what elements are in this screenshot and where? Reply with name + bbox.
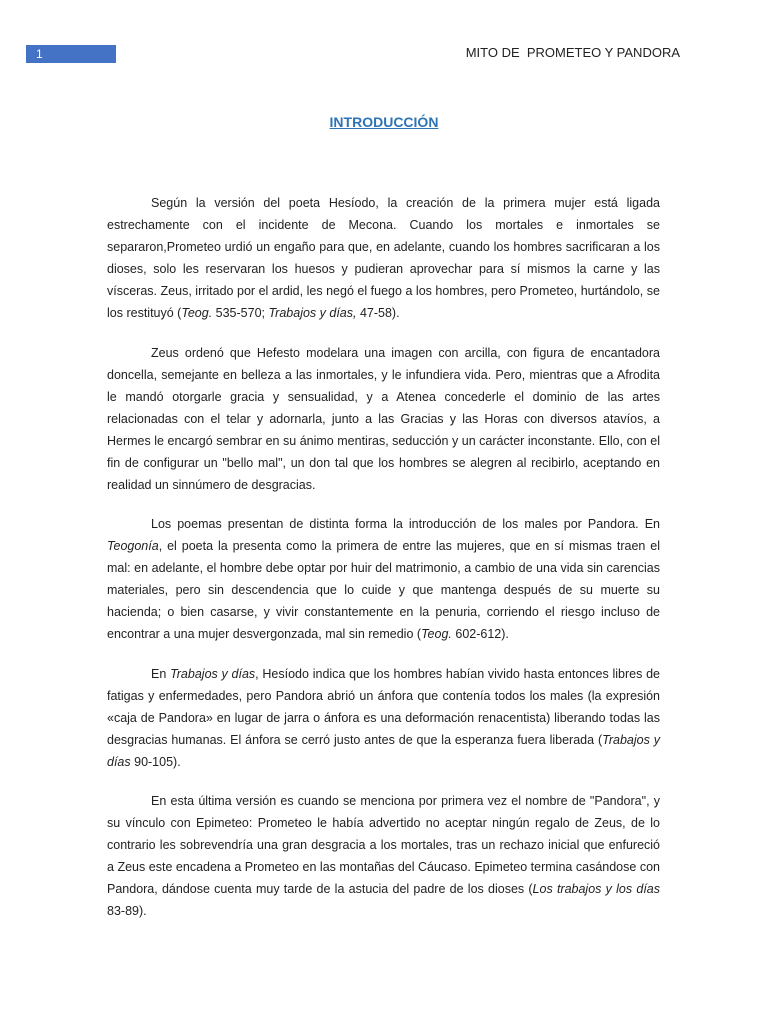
body-text	[107, 192, 660, 940]
paragraph-text: En esta última versión es cuando se menciona por primera vez el nombre de "Pandora", y su vínculo con Epimeteo: Prometeo le había advertido no aceptar ningún regalo de Zeus, de lo contrario les sobrevendría una gran desgracia a los mortales, tras un rechazo inicial que enfureció a Zeus este encadena a Prometeo en las montañas del Cáucaso. Epimeteo termina casándose con Pandora, dándose cuenta muy tarde de la astucia del padre de los dioses (	[107, 794, 660, 896]
paragraph-text: Zeus ordenó que Hefesto modelara una imagen con arcilla, con figura de encantadora doncella, semejante en belleza a las inmortales, y le infundiera vida. Pero, mientras que a Afrodita le mandó otorgarle gracia y sensualidad, y a Atenea concederle el dominio de las artes relacionadas con el telar y adornarla, junto a las Gracias y las Horas con diversos atavíos, a Hermes le encargó sembrar en su ánimo mentiras, seducción y un carácter inconstante. Ello, con el fin de configurar un "bello mal", un don tal que los hombres se alegren al recibirlo, aceptando en realidad un sinnúmero de desgracias.	[107, 345, 660, 492]
italic-citation: Trabajos y días	[107, 732, 660, 769]
paragraph-1	[107, 192, 660, 324]
italic-title: Trabajos y días	[170, 666, 256, 681]
italic-citation: Teog.	[421, 627, 452, 641]
italic-citation: Teog.	[181, 306, 213, 320]
italic-title: Teogonía	[107, 539, 159, 553]
page-number-badge	[26, 45, 116, 63]
paragraph-5	[107, 790, 660, 922]
paragraph-4	[107, 663, 660, 773]
paragraph-3	[107, 513, 660, 645]
paragraph-text: , Hesíodo indica que los hombres habían vivido hasta entonces libres de fatigas y enfermedades, pero Pandora abrió un ánfora que contenía todos los males (la expresión «caja de Pandora» en lugar de jarra o ánfora es una deformación renacentista) liberando todas las desgracias humanas. El ánfora se cerró justo antes de que la esperanza fuera liberada (	[107, 666, 660, 747]
paragraph-text: Según la versión del poeta Hesíodo, la creación de la primera mujer está ligada estrechamente con el incidente de Mecona. Cuando los mortales e inmortales se separaron,Prometeo urdió un engaño para que, en adelante, cuando los hombres sacrificaran a los dioses, solo les reservaran los huesos y pudieran aprovechar para sí mismos la carne y las vísceras. Zeus, irritado por el ardid, les negó el fuego a los hombres, pero Prometeo, hurtándolo, se los restituyó (	[107, 196, 660, 320]
paragraph-text: 535-570;	[212, 306, 269, 320]
paragraph-text: 47-58).	[356, 306, 400, 320]
page-number: 1	[36, 47, 43, 61]
paragraph-text: Los poemas presentan de distinta forma la introducción de los males por Pandora. En	[151, 517, 660, 531]
running-header-title: MITO DE PROMETEO Y PANDORA	[465, 45, 680, 60]
paragraph-text: , el poeta la presenta como la primera de entre las mujeres, que en sí mismas traen el mal: en adelante, el hombre debe optar por huir del matrimonio, a cambio de una vida sin carencias materiales, pero sin descendencia que lo cuide y que mantenga después de su muerte su hacienda; o bien casarse, y vivir constantemente en la penuria, corriendo el riesgo incluso de encontrar a una mujer desvergonzada, mal sin remedio (	[107, 539, 660, 641]
paragraph-text: 90-105).	[130, 754, 181, 769]
paragraph-text: 602-612).	[451, 627, 509, 641]
italic-citation: Trabajos y días,	[268, 306, 357, 320]
section-heading: INTRODUCCIÓN	[329, 114, 439, 130]
paragraph-text: En	[151, 666, 171, 681]
italic-citation: Los trabajos y los días	[532, 882, 660, 896]
paragraph-text: 83-89).	[107, 904, 147, 918]
paragraph-2	[107, 342, 660, 496]
